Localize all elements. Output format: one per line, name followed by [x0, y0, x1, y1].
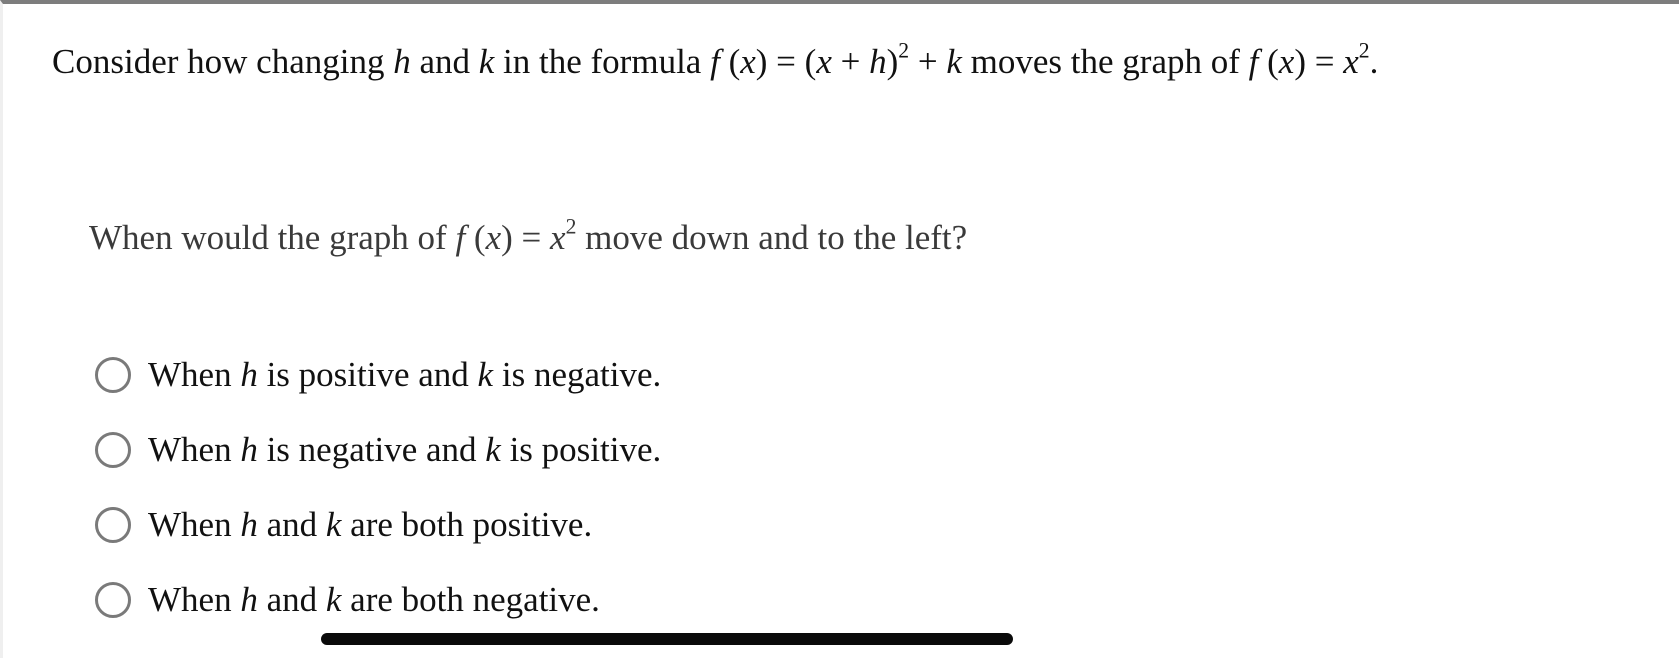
prompt-text	[52, 38, 1379, 82]
answer-option-label[interactable]: When h is positive and k is negative.	[148, 354, 662, 394]
math-symbol: ) = (	[755, 42, 817, 81]
math-symbol: )	[886, 42, 899, 81]
answer-option-label[interactable]: When h is negative and k is positive.	[148, 429, 662, 469]
var-k: k	[478, 42, 495, 81]
answer-option-4[interactable]	[95, 562, 661, 637]
question-segment: When would the graph of	[89, 218, 456, 257]
question-segment: move down and to the left?	[576, 218, 968, 257]
answer-option-2[interactable]	[95, 412, 661, 487]
exponent: 2	[898, 38, 910, 63]
var-k: k	[946, 42, 962, 81]
exponent: 2	[565, 214, 577, 239]
func-f: f	[455, 218, 466, 257]
radio-button[interactable]	[95, 432, 131, 468]
var-x: x	[816, 42, 832, 81]
answer-option-3[interactable]	[95, 487, 661, 562]
func-f: f	[710, 42, 720, 81]
radio-button[interactable]	[95, 582, 131, 618]
var-h: h	[869, 42, 887, 81]
math-symbol: +	[831, 42, 870, 81]
answer-option-label[interactable]: When h and k are both positive.	[148, 504, 593, 544]
var-x: x	[1278, 42, 1295, 81]
answer-choices	[95, 337, 661, 637]
answer-option-label[interactable]: When h and k are both negative.	[148, 579, 600, 619]
var-x: x	[485, 218, 502, 257]
math-symbol: +	[909, 42, 947, 81]
prompt-segment: Consider how changing	[52, 42, 394, 81]
math-symbol: (	[465, 218, 486, 257]
horizontal-scrollbar[interactable]	[321, 633, 1013, 645]
prompt-segment: in the formula	[494, 42, 711, 81]
radio-button[interactable]	[95, 507, 131, 543]
var-x: x	[550, 218, 566, 257]
math-symbol: .	[1369, 42, 1379, 81]
radio-button[interactable]	[95, 357, 131, 393]
func-f: f	[1248, 42, 1259, 81]
math-symbol: ) =	[1294, 42, 1344, 81]
var-x: x	[740, 42, 756, 81]
prompt-segment: moves the graph of	[961, 42, 1249, 81]
answer-option-1[interactable]	[95, 337, 661, 412]
prompt-segment: and	[410, 42, 479, 81]
math-symbol: ) =	[501, 218, 551, 257]
question-text	[89, 214, 968, 258]
var-h: h	[393, 42, 411, 81]
math-symbol: (	[719, 42, 741, 81]
math-symbol: (	[1258, 42, 1279, 81]
var-x: x	[1343, 42, 1359, 81]
exponent: 2	[1358, 38, 1370, 63]
